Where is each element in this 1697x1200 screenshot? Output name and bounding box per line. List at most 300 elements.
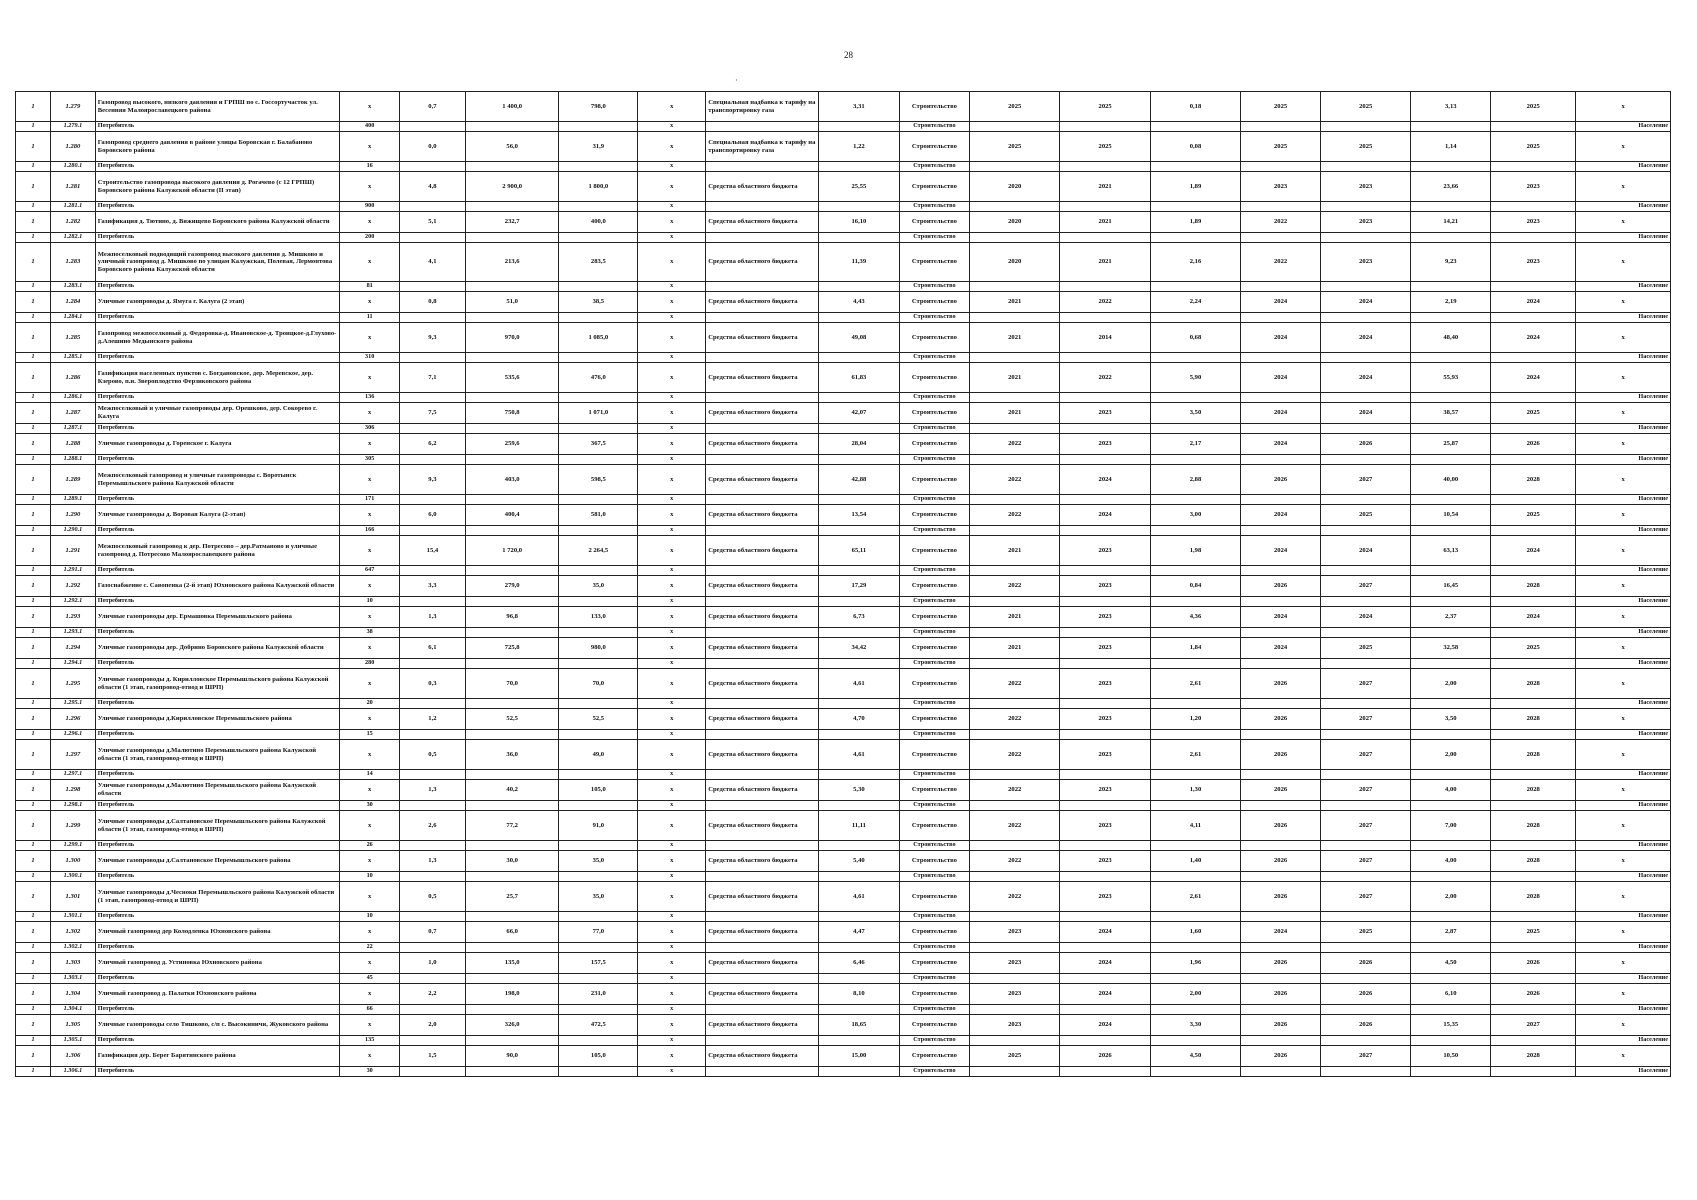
cell-volume: 1 085,0 bbox=[559, 323, 638, 353]
cell-design-cost: 3,50 bbox=[1150, 403, 1240, 424]
cell-population: Население bbox=[1576, 313, 1671, 323]
cell-stage: Строительство bbox=[899, 699, 969, 709]
cell-item-number: 1.293 bbox=[51, 607, 96, 628]
cell-funding-source: Средства областного бюджета bbox=[706, 984, 819, 1005]
cell-stage: Строительство bbox=[899, 92, 969, 122]
cell-empty bbox=[1491, 566, 1576, 576]
cell-empty bbox=[465, 1036, 559, 1046]
cell-year-start: 2021 bbox=[970, 403, 1060, 424]
cell-year-build-end: 2023 bbox=[1320, 212, 1410, 233]
cell-year-design-end: 2022 bbox=[1060, 292, 1150, 313]
cell-volume: 31,9 bbox=[559, 132, 638, 162]
table-subrow-consumer bbox=[16, 455, 1671, 465]
cell-empty bbox=[1060, 841, 1150, 851]
cell-x-mark: х bbox=[638, 505, 706, 526]
cell-empty bbox=[1491, 801, 1576, 811]
cell-index: 1 bbox=[16, 699, 51, 709]
cell-empty bbox=[1491, 872, 1576, 882]
cell-x-mark: х bbox=[638, 811, 706, 841]
cell-design-cost: 1,20 bbox=[1150, 709, 1240, 730]
cell-empty bbox=[1060, 943, 1150, 953]
cell-cost: 6,46 bbox=[818, 953, 899, 974]
cell-subitem-number: 1.294.1 bbox=[51, 659, 96, 669]
cell-x-mark: х bbox=[638, 709, 706, 730]
cell-year-design-end: 2023 bbox=[1060, 403, 1150, 424]
cell-empty bbox=[706, 628, 819, 638]
cell-empty bbox=[399, 353, 465, 363]
cell-empty bbox=[1241, 424, 1321, 434]
cell-stage: Строительство bbox=[899, 872, 969, 882]
cell-consumer-count: 20 bbox=[340, 699, 400, 709]
cell-empty bbox=[970, 202, 1060, 212]
cell-empty bbox=[970, 974, 1060, 984]
cell-population: Население bbox=[1576, 162, 1671, 172]
cell-x-mark: х bbox=[1576, 576, 1671, 597]
cell-x-mark: х bbox=[1576, 243, 1671, 282]
table-row bbox=[16, 740, 1671, 770]
cell-empty bbox=[706, 122, 819, 132]
cell-length: 0,0 bbox=[399, 132, 465, 162]
cell-cost: 4,43 bbox=[818, 292, 899, 313]
cell-build-cost: 2,87 bbox=[1411, 922, 1491, 943]
cell-year-build-start: 2026 bbox=[1241, 709, 1321, 730]
cell-build-cost: 4,00 bbox=[1411, 780, 1491, 801]
cell-empty bbox=[970, 566, 1060, 576]
cell-capacity: 232,7 bbox=[465, 212, 559, 233]
cell-year-build-end: 2027 bbox=[1320, 669, 1410, 699]
cell-object-name: Уличные газопроводы дер. Ермашовка Перемышльского района bbox=[95, 607, 340, 628]
table-subrow-consumer bbox=[16, 282, 1671, 292]
cell-empty bbox=[1320, 912, 1410, 922]
cell-design-cost: 0,08 bbox=[1150, 132, 1240, 162]
cell-consumer-label: Потребитель bbox=[95, 313, 340, 323]
cell-cost: 28,04 bbox=[818, 434, 899, 455]
cell-x-mark: х bbox=[340, 709, 400, 730]
cell-empty bbox=[1241, 841, 1321, 851]
cell-index: 1 bbox=[16, 1015, 51, 1036]
cell-year-build-start: 2024 bbox=[1241, 403, 1321, 424]
cell-empty bbox=[1411, 1005, 1491, 1015]
cell-x-mark: х bbox=[638, 872, 706, 882]
cell-empty bbox=[818, 526, 899, 536]
cell-x-mark: х bbox=[1576, 505, 1671, 526]
cell-consumer-count: 81 bbox=[340, 282, 400, 292]
cell-consumer-count: 10 bbox=[340, 912, 400, 922]
cell-x-mark: х bbox=[340, 953, 400, 974]
table-subrow-consumer bbox=[16, 202, 1671, 212]
cell-consumer-count: 136 bbox=[340, 393, 400, 403]
cell-empty bbox=[1060, 659, 1150, 669]
cell-empty bbox=[1320, 872, 1410, 882]
cell-empty bbox=[399, 495, 465, 505]
cell-year-design-end: 2023 bbox=[1060, 780, 1150, 801]
cell-empty bbox=[1150, 770, 1240, 780]
cell-index: 1 bbox=[16, 313, 51, 323]
cell-consumer-label: Потребитель bbox=[95, 801, 340, 811]
cell-build-cost: 23,66 bbox=[1411, 172, 1491, 202]
cell-empty bbox=[1411, 872, 1491, 882]
cell-x-mark: х bbox=[340, 740, 400, 770]
cell-empty bbox=[1320, 566, 1410, 576]
cell-item-number: 1.279 bbox=[51, 92, 96, 122]
cell-x-mark: х bbox=[638, 699, 706, 709]
cell-empty bbox=[559, 566, 638, 576]
cell-x-mark: х bbox=[638, 162, 706, 172]
cell-year-design-end: 2023 bbox=[1060, 811, 1150, 841]
cell-stage: Строительство bbox=[899, 597, 969, 607]
table-subrow-consumer bbox=[16, 313, 1671, 323]
cell-year-build-end: 2027 bbox=[1320, 882, 1410, 912]
cell-consumer-label: Потребитель bbox=[95, 872, 340, 882]
cell-volume: 980,0 bbox=[559, 638, 638, 659]
cell-empty bbox=[706, 1036, 819, 1046]
cell-population: Население bbox=[1576, 202, 1671, 212]
cell-x-mark: х bbox=[638, 212, 706, 233]
cell-empty bbox=[1320, 202, 1410, 212]
cell-object-name: Уличные газопроводы д.Чесноки Перемышльского района Калужской области (1 этап, газопровод-отвод и ШРП) bbox=[95, 882, 340, 912]
cell-funding-source: Средства областного бюджета bbox=[706, 922, 819, 943]
cell-funding-source: Средства областного бюджета bbox=[706, 434, 819, 455]
cell-year-build-end: 2027 bbox=[1320, 465, 1410, 495]
cell-x-mark: х bbox=[638, 536, 706, 566]
cell-empty bbox=[559, 699, 638, 709]
cell-empty bbox=[559, 233, 638, 243]
cell-capacity: 30,0 bbox=[465, 851, 559, 872]
cell-subitem-number: 1.288.1 bbox=[51, 455, 96, 465]
cell-x-mark: х bbox=[638, 638, 706, 659]
cell-empty bbox=[1241, 597, 1321, 607]
cell-year-start: 2021 bbox=[970, 607, 1060, 628]
cell-year-build-end: 2027 bbox=[1320, 780, 1410, 801]
cell-consumer-count: 30 bbox=[340, 1067, 400, 1077]
cell-stage: Строительство bbox=[899, 669, 969, 699]
cell-build-cost: 55,93 bbox=[1411, 363, 1491, 393]
cell-object-name: Уличные газопроводы д.Кирилловское Перемышльского района bbox=[95, 709, 340, 730]
cell-empty bbox=[559, 872, 638, 882]
cell-empty bbox=[1241, 313, 1321, 323]
cell-year-build-end: 2025 bbox=[1320, 505, 1410, 526]
cell-population: Население bbox=[1576, 730, 1671, 740]
cell-empty bbox=[818, 943, 899, 953]
cell-x-mark: х bbox=[638, 922, 706, 943]
cell-funding-source: Средства областного бюджета bbox=[706, 292, 819, 313]
cell-subitem-number: 1.299.1 bbox=[51, 841, 96, 851]
cell-empty bbox=[706, 770, 819, 780]
cell-empty bbox=[1411, 495, 1491, 505]
cell-x-mark: х bbox=[1576, 465, 1671, 495]
cell-year-build-start: 2026 bbox=[1241, 811, 1321, 841]
cell-stage: Строительство bbox=[899, 172, 969, 202]
cell-consumer-count: 135 bbox=[340, 1036, 400, 1046]
cell-empty bbox=[559, 455, 638, 465]
cell-empty bbox=[1320, 282, 1410, 292]
cell-empty bbox=[1320, 526, 1410, 536]
cell-year-build-end: 2026 bbox=[1320, 984, 1410, 1005]
cell-empty bbox=[1150, 353, 1240, 363]
cell-build-cost: 38,57 bbox=[1411, 403, 1491, 424]
cell-population: Население bbox=[1576, 597, 1671, 607]
cell-item-number: 1.304 bbox=[51, 984, 96, 1005]
cell-empty bbox=[399, 566, 465, 576]
cell-cost: 15,00 bbox=[818, 1046, 899, 1067]
cell-year-design-end: 2022 bbox=[1060, 363, 1150, 393]
cell-capacity: 400,4 bbox=[465, 505, 559, 526]
cell-empty bbox=[1491, 282, 1576, 292]
cell-empty bbox=[970, 770, 1060, 780]
cell-index: 1 bbox=[16, 872, 51, 882]
cell-empty bbox=[399, 841, 465, 851]
cell-x-mark: х bbox=[1576, 92, 1671, 122]
cell-item-number: 1.283 bbox=[51, 243, 96, 282]
cell-population: Население bbox=[1576, 912, 1671, 922]
cell-year-build-start: 2025 bbox=[1241, 132, 1321, 162]
cell-x-mark: х bbox=[1576, 434, 1671, 455]
cell-year-design-end: 2023 bbox=[1060, 576, 1150, 597]
cell-index: 1 bbox=[16, 628, 51, 638]
gas-pipeline-table bbox=[15, 91, 1671, 1077]
table-subrow-consumer bbox=[16, 841, 1671, 851]
table-row bbox=[16, 243, 1671, 282]
cell-empty bbox=[1411, 455, 1491, 465]
cell-object-name: Уличные газопроводы д.Салтановское Перемышльского района Калужской области (1 этап, газопровод-отвод и ШРП) bbox=[95, 811, 340, 841]
cell-empty bbox=[465, 162, 559, 172]
cell-empty bbox=[818, 628, 899, 638]
cell-empty bbox=[970, 730, 1060, 740]
cell-empty bbox=[1491, 495, 1576, 505]
cell-build-cost: 2,00 bbox=[1411, 669, 1491, 699]
cell-empty bbox=[1241, 566, 1321, 576]
table-subrow-consumer bbox=[16, 628, 1671, 638]
cell-x-mark: х bbox=[340, 465, 400, 495]
cell-empty bbox=[818, 1005, 899, 1015]
cell-year-commission: 2025 bbox=[1491, 505, 1576, 526]
cell-stage: Строительство bbox=[899, 882, 969, 912]
cell-empty bbox=[465, 841, 559, 851]
cell-volume: 105,0 bbox=[559, 1046, 638, 1067]
cell-population: Население bbox=[1576, 1036, 1671, 1046]
cell-empty bbox=[465, 393, 559, 403]
cell-item-number: 1.297 bbox=[51, 740, 96, 770]
cell-design-cost: 1,84 bbox=[1150, 638, 1240, 659]
cell-volume: 581,0 bbox=[559, 505, 638, 526]
cell-object-name: Уличный газопровод д. Устиновка Юхновского района bbox=[95, 953, 340, 974]
cell-empty bbox=[465, 872, 559, 882]
cell-empty bbox=[970, 455, 1060, 465]
cell-empty bbox=[1411, 597, 1491, 607]
cell-capacity: 36,0 bbox=[465, 740, 559, 770]
cell-empty bbox=[1491, 841, 1576, 851]
cell-population: Население bbox=[1576, 1005, 1671, 1015]
cell-object-name: Уличные газопроводы д. Воровая Калуга (2-этап) bbox=[95, 505, 340, 526]
cell-design-cost: 4,50 bbox=[1150, 1046, 1240, 1067]
cell-item-number: 1.289 bbox=[51, 465, 96, 495]
cell-year-build-end: 2026 bbox=[1320, 434, 1410, 455]
cell-consumer-count: 200 bbox=[340, 233, 400, 243]
cell-index: 1 bbox=[16, 505, 51, 526]
cell-population: Население bbox=[1576, 122, 1671, 132]
cell-year-start: 2022 bbox=[970, 576, 1060, 597]
cell-cost: 5,30 bbox=[818, 780, 899, 801]
cell-item-number: 1.298 bbox=[51, 780, 96, 801]
cell-year-start: 2022 bbox=[970, 465, 1060, 495]
table-row bbox=[16, 212, 1671, 233]
cell-empty bbox=[559, 122, 638, 132]
cell-empty bbox=[399, 628, 465, 638]
cell-empty bbox=[1491, 233, 1576, 243]
cell-empty bbox=[1320, 1036, 1410, 1046]
cell-volume: 231,0 bbox=[559, 984, 638, 1005]
cell-x-mark: х bbox=[638, 403, 706, 424]
cell-object-name: Уличные газопроводы село Тишково, с/п с. Высокиничи, Жуковского района bbox=[95, 1015, 340, 1036]
cell-consumer-count: 647 bbox=[340, 566, 400, 576]
table-subrow-consumer bbox=[16, 730, 1671, 740]
cell-index: 1 bbox=[16, 953, 51, 974]
cell-item-number: 1.280 bbox=[51, 132, 96, 162]
cell-stage: Строительство bbox=[899, 851, 969, 872]
table-row bbox=[16, 363, 1671, 393]
cell-stage: Строительство bbox=[899, 709, 969, 730]
cell-stage: Строительство bbox=[899, 841, 969, 851]
cell-x-mark: х bbox=[340, 780, 400, 801]
cell-stage: Строительство bbox=[899, 162, 969, 172]
cell-population: Население bbox=[1576, 872, 1671, 882]
cell-index: 1 bbox=[16, 465, 51, 495]
cell-stage: Строительство bbox=[899, 1046, 969, 1067]
cell-cost: 4,61 bbox=[818, 882, 899, 912]
cell-subitem-number: 1.290.1 bbox=[51, 526, 96, 536]
cell-empty bbox=[1491, 526, 1576, 536]
cell-empty bbox=[1411, 122, 1491, 132]
cell-cost: 18,65 bbox=[818, 1015, 899, 1036]
cell-population: Население bbox=[1576, 841, 1671, 851]
cell-subitem-number: 1.289.1 bbox=[51, 495, 96, 505]
cell-population: Население bbox=[1576, 659, 1671, 669]
cell-subitem-number: 1.284.1 bbox=[51, 313, 96, 323]
cell-item-number: 1.295 bbox=[51, 669, 96, 699]
cell-index: 1 bbox=[16, 851, 51, 872]
cell-x-mark: х bbox=[638, 1046, 706, 1067]
cell-subitem-number: 1.296.1 bbox=[51, 730, 96, 740]
cell-empty bbox=[1150, 841, 1240, 851]
cell-empty bbox=[1411, 162, 1491, 172]
cell-build-cost: 4,50 bbox=[1411, 953, 1491, 974]
cell-volume: 400,0 bbox=[559, 212, 638, 233]
table-row bbox=[16, 172, 1671, 202]
cell-empty bbox=[970, 424, 1060, 434]
cell-year-commission: 2024 bbox=[1491, 607, 1576, 628]
cell-length: 0,7 bbox=[399, 922, 465, 943]
cell-empty bbox=[818, 872, 899, 882]
cell-year-start: 2021 bbox=[970, 536, 1060, 566]
cell-x-mark: х bbox=[340, 536, 400, 566]
cell-index: 1 bbox=[16, 576, 51, 597]
cell-index: 1 bbox=[16, 292, 51, 313]
cell-empty bbox=[465, 943, 559, 953]
cell-cost: 65,11 bbox=[818, 536, 899, 566]
cell-stage: Строительство bbox=[899, 313, 969, 323]
cell-empty bbox=[706, 699, 819, 709]
cell-year-build-end: 2025 bbox=[1320, 132, 1410, 162]
cell-year-build-start: 2023 bbox=[1241, 172, 1321, 202]
cell-empty bbox=[559, 628, 638, 638]
cell-funding-source: Средства областного бюджета bbox=[706, 505, 819, 526]
cell-empty bbox=[1320, 841, 1410, 851]
cell-empty bbox=[970, 943, 1060, 953]
cell-x-mark: х bbox=[340, 403, 400, 424]
cell-subitem-number: 1.291.1 bbox=[51, 566, 96, 576]
cell-design-cost: 2,61 bbox=[1150, 882, 1240, 912]
cell-x-mark: х bbox=[340, 576, 400, 597]
cell-year-commission: 2028 bbox=[1491, 811, 1576, 841]
cell-empty bbox=[559, 424, 638, 434]
cell-year-design-end: 2024 bbox=[1060, 1015, 1150, 1036]
cell-x-mark: х bbox=[340, 323, 400, 353]
cell-stage: Строительство bbox=[899, 1015, 969, 1036]
cell-x-mark: х bbox=[1576, 811, 1671, 841]
cell-empty bbox=[1241, 872, 1321, 882]
cell-empty bbox=[1060, 122, 1150, 132]
cell-build-cost: 63,13 bbox=[1411, 536, 1491, 566]
cell-empty bbox=[706, 841, 819, 851]
cell-year-design-end: 2021 bbox=[1060, 212, 1150, 233]
cell-empty bbox=[1320, 770, 1410, 780]
cell-funding-source: Средства областного бюджета bbox=[706, 465, 819, 495]
cell-index: 1 bbox=[16, 801, 51, 811]
cell-empty bbox=[465, 282, 559, 292]
cell-subitem-number: 1.285.1 bbox=[51, 353, 96, 363]
cell-empty bbox=[970, 233, 1060, 243]
cell-x-mark: х bbox=[638, 495, 706, 505]
cell-x-mark: х bbox=[638, 780, 706, 801]
page-number: 28 bbox=[844, 50, 853, 60]
cell-empty bbox=[970, 313, 1060, 323]
cell-item-number: 1.290 bbox=[51, 505, 96, 526]
cell-empty bbox=[1491, 455, 1576, 465]
cell-year-build-end: 2024 bbox=[1320, 536, 1410, 566]
cell-empty bbox=[559, 313, 638, 323]
cell-empty bbox=[1241, 1067, 1321, 1077]
cell-design-cost: 3,30 bbox=[1150, 1015, 1240, 1036]
cell-year-start: 2021 bbox=[970, 292, 1060, 313]
cell-length: 2,6 bbox=[399, 811, 465, 841]
cell-empty bbox=[1491, 699, 1576, 709]
cell-volume: 2 264,5 bbox=[559, 536, 638, 566]
cell-stage: Строительство bbox=[899, 740, 969, 770]
cell-empty bbox=[465, 699, 559, 709]
cell-volume: 70,0 bbox=[559, 669, 638, 699]
cell-stage: Строительство bbox=[899, 576, 969, 597]
cell-x-mark: х bbox=[1576, 1046, 1671, 1067]
cell-subitem-number: 1.295.1 bbox=[51, 699, 96, 709]
cell-x-mark: х bbox=[340, 638, 400, 659]
cell-cost: 1,22 bbox=[818, 132, 899, 162]
cell-empty bbox=[818, 393, 899, 403]
cell-year-build-start: 2026 bbox=[1241, 984, 1321, 1005]
cell-cost: 16,10 bbox=[818, 212, 899, 233]
cell-year-start: 2023 bbox=[970, 922, 1060, 943]
cell-empty bbox=[1150, 313, 1240, 323]
cell-capacity: 259,6 bbox=[465, 434, 559, 455]
cell-year-design-end: 2024 bbox=[1060, 505, 1150, 526]
cell-funding-source: Средства областного бюджета bbox=[706, 1046, 819, 1067]
cell-empty bbox=[970, 628, 1060, 638]
cell-length: 15,4 bbox=[399, 536, 465, 566]
cell-capacity: 25,7 bbox=[465, 882, 559, 912]
cell-consumer-count: 14 bbox=[340, 770, 400, 780]
cell-empty bbox=[1411, 202, 1491, 212]
cell-cost: 49,08 bbox=[818, 323, 899, 353]
cell-empty bbox=[1320, 424, 1410, 434]
